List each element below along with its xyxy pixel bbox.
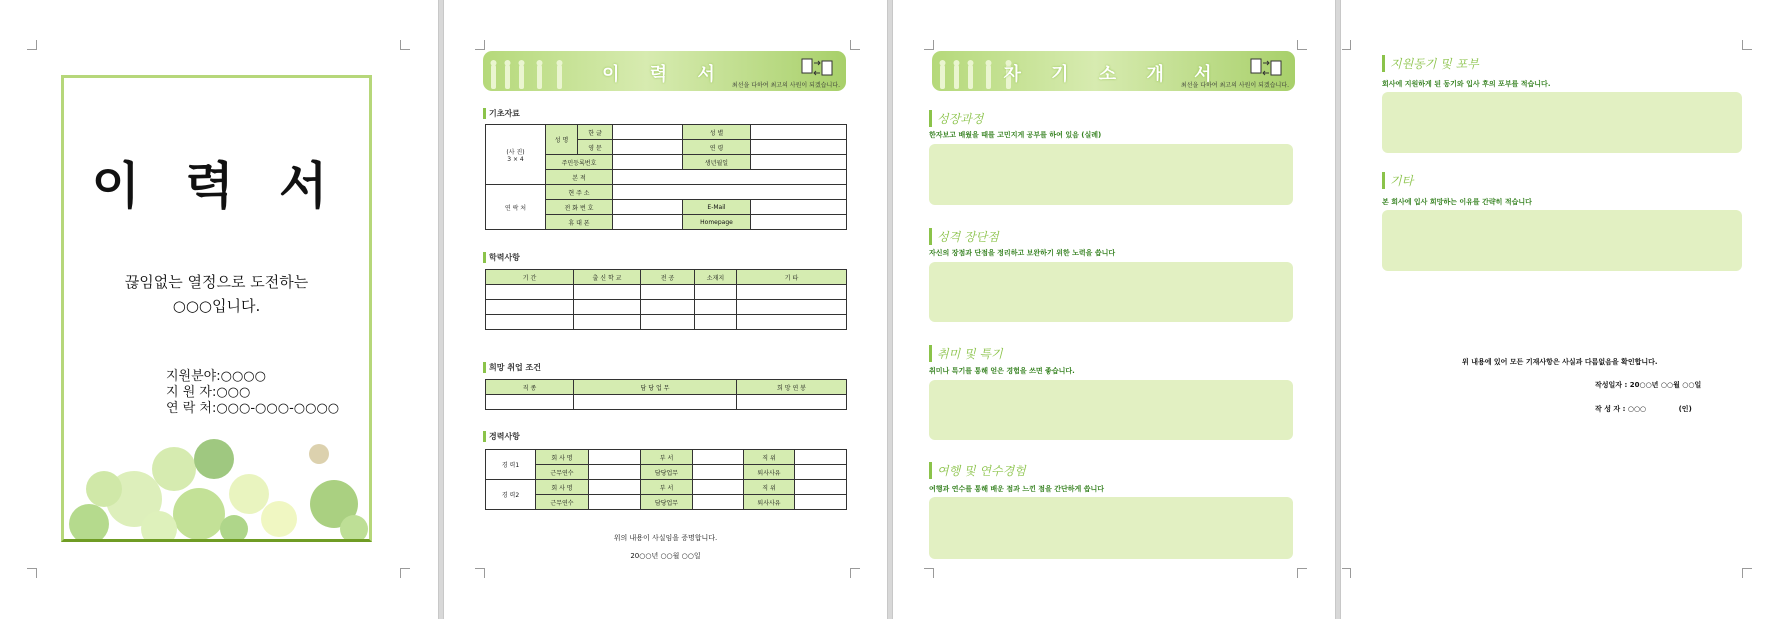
- id-field[interactable]: [613, 155, 683, 170]
- cover-field: 지원분야:○○○○: [166, 369, 266, 384]
- period-field[interactable]: [589, 495, 641, 510]
- dept-field[interactable]: [693, 450, 744, 465]
- dept-label: 부 서: [641, 450, 693, 465]
- writer-line: [1595, 404, 1692, 414]
- phone-label: 전 화 번 호: [546, 200, 613, 215]
- intro-banner-title: 자 기 소 개 서: [1003, 64, 1224, 85]
- position-field[interactable]: [795, 450, 847, 465]
- duty-field[interactable]: [693, 465, 744, 480]
- cover-frame: [61, 75, 372, 542]
- declaration-text: 위 내용에 있어 모든 기재사항은 사실과 다름없음을 확인합니다.: [1462, 358, 1658, 366]
- mobile-label: 휴 대 폰: [546, 215, 613, 230]
- section-title-personality: 성격 장단점: [929, 228, 999, 245]
- company-field[interactable]: [589, 450, 641, 465]
- company-label: 회 사 명: [536, 450, 589, 465]
- name-label: 성 명: [546, 125, 578, 155]
- cover-info: [166, 369, 339, 417]
- position-label: 직 위: [744, 450, 795, 465]
- job-col-type: 직 종: [486, 380, 574, 395]
- email-field[interactable]: [751, 200, 847, 215]
- cover-title: 이 력 서: [91, 157, 342, 215]
- phone-field[interactable]: [613, 200, 683, 215]
- confirm-text: 위의 내용이 사실임을 증명합니다.: [613, 534, 718, 542]
- flower-illustration: [64, 429, 369, 539]
- domicile-label: 본 적: [546, 170, 613, 185]
- id-label: 주민등록번호: [546, 155, 613, 170]
- career1-label: 경 력1: [486, 450, 536, 480]
- etc-textbox[interactable]: [1382, 210, 1742, 271]
- position-label: 직 위: [744, 480, 795, 495]
- cover-contact: 연 락 처:○○○-○○○-○○○○: [166, 401, 340, 416]
- travel-textbox[interactable]: [929, 497, 1293, 559]
- intro-banner: [932, 51, 1295, 91]
- table-row[interactable]: [486, 285, 847, 300]
- english-label: 영 문: [578, 140, 613, 155]
- duty-field[interactable]: [693, 495, 744, 510]
- page-gutter: [438, 0, 444, 619]
- seal-mark: (인): [1678, 405, 1692, 413]
- table-row[interactable]: [486, 395, 847, 410]
- career-table: [485, 449, 847, 510]
- writer-name: 작 성 자 : ○○○: [1595, 405, 1647, 413]
- section-desc-motivation: 회사에 지원하게 된 동기와 입사 후의 포부를 적습니다.: [1382, 80, 1551, 88]
- section-title-hobby: 취미 및 특기: [929, 345, 1003, 362]
- period-label: 근무연수: [536, 495, 589, 510]
- reason-label: 퇴사사유: [744, 465, 795, 480]
- page-self-intro[interactable]: [894, 0, 1335, 619]
- photo-cell[interactable]: (사 진) 3 × 4: [486, 125, 546, 185]
- intro-banner-subtitle: 최선을 다하여 최고의 사원이 되겠습니다.: [1180, 82, 1289, 89]
- education-table: [485, 269, 847, 330]
- mobile-field[interactable]: [613, 215, 683, 230]
- page-gutter: [1335, 0, 1341, 619]
- homepage-field[interactable]: [751, 215, 847, 230]
- birth-field[interactable]: [751, 155, 847, 170]
- door-arrow-icon: [1249, 57, 1285, 79]
- table-row[interactable]: [486, 315, 847, 330]
- basic-heading: 기초자료: [483, 108, 520, 119]
- homepage-label: Homepage: [683, 215, 751, 230]
- edu-col-school: 출 신 학 교: [574, 270, 641, 285]
- reason-field[interactable]: [795, 495, 847, 510]
- gender-label: 성 별: [683, 125, 751, 140]
- section-title-motivation: 지원동기 및 포부: [1382, 55, 1479, 72]
- job-heading: 희망 취업 조건: [483, 362, 541, 373]
- period-field[interactable]: [589, 465, 641, 480]
- cover-slogan-line1: 끊임없는 열정으로 도전하는: [124, 273, 309, 291]
- position-field[interactable]: [795, 480, 847, 495]
- dept-label: 부 서: [641, 480, 693, 495]
- resume-date: 20○○년 ○○월 ○○일: [630, 552, 701, 560]
- duty-label: 담당업무: [641, 495, 693, 510]
- age-label: 연 령: [683, 140, 751, 155]
- section-desc-etc: 본 회사에 입사 희망하는 이유를 간략히 적습니다: [1382, 198, 1532, 206]
- gender-field[interactable]: [751, 125, 847, 140]
- desired-job-table: [485, 379, 847, 410]
- hangul-label: 한 글: [578, 125, 613, 140]
- period-label: 근무연수: [536, 465, 589, 480]
- dept-field[interactable]: [693, 480, 744, 495]
- reason-label: 퇴사사유: [744, 495, 795, 510]
- section-desc-travel: 여행과 연수를 통해 배운 점과 느낀 점을 간단하게 씁니다: [929, 485, 1105, 493]
- written-date: 작성일자 : 20○○년 ○○월 ○○일: [1595, 381, 1702, 389]
- section-title-travel: 여행 및 연수경험: [929, 462, 1026, 479]
- company-label: 회 사 명: [536, 480, 589, 495]
- resume-banner-title: 이 력 서: [602, 64, 727, 85]
- edu-col-location: 소재지: [695, 270, 737, 285]
- hangul-name-field[interactable]: [613, 125, 683, 140]
- address-label: 현 주 소: [546, 185, 613, 200]
- company-field[interactable]: [589, 480, 641, 495]
- duty-label: 담당업무: [641, 465, 693, 480]
- age-field[interactable]: [751, 140, 847, 155]
- edu-heading: 학력사항: [483, 252, 520, 263]
- edu-col-period: 기 간: [486, 270, 574, 285]
- door-arrow-icon: [800, 57, 836, 79]
- table-row[interactable]: [486, 300, 847, 315]
- page-resume[interactable]: [445, 0, 887, 619]
- resume-banner: [483, 51, 846, 91]
- english-name-field[interactable]: [613, 140, 683, 155]
- career-heading: 경력사항: [483, 431, 520, 442]
- career2-label: 경 력2: [486, 480, 536, 510]
- edu-col-major: 전 공: [641, 270, 695, 285]
- personality-textbox[interactable]: [929, 262, 1293, 322]
- page-cover[interactable]: [0, 0, 438, 619]
- basic-info-table: [485, 124, 847, 230]
- growth-textbox[interactable]: [929, 144, 1293, 205]
- address-field[interactable]: [613, 185, 847, 200]
- page-motivation[interactable]: [1342, 0, 1779, 619]
- email-label: E-Mail: [683, 200, 751, 215]
- cover-slogan-line2: ○○○입니다.: [172, 297, 261, 315]
- job-col-duty: 담 당 업 무: [574, 380, 737, 395]
- reason-field[interactable]: [795, 465, 847, 480]
- section-title-growth: 성장과정: [929, 110, 983, 127]
- motivation-textbox[interactable]: [1382, 92, 1742, 153]
- contact-label: 연 락 처: [486, 185, 546, 230]
- edu-col-etc: 기 타: [737, 270, 847, 285]
- birth-label: 생년월일: [683, 155, 751, 170]
- cover-applicant: 지 원 자:○○○: [166, 385, 251, 400]
- section-desc-hobby: 취미나 특기를 통해 얻은 경험을 쓰면 좋습니다.: [929, 367, 1075, 375]
- section-desc-growth: 한자보고 배웠을 때를 고민지게 공부를 하여 있음 (실례): [929, 131, 1102, 139]
- section-title-etc: 기타: [1382, 172, 1413, 189]
- section-desc-personality: 자신의 장점과 단점을 정리하고 보완하기 위한 노력을 씁니다: [929, 249, 1116, 257]
- page-gutter: [887, 0, 893, 619]
- hobby-textbox[interactable]: [929, 380, 1293, 440]
- cover-slogan: [64, 270, 369, 318]
- job-col-salary: 희 망 연 봉: [737, 380, 847, 395]
- domicile-field[interactable]: [613, 170, 847, 185]
- resume-banner-subtitle: 최선을 다하여 최고의 사원이 되겠습니다.: [731, 82, 840, 89]
